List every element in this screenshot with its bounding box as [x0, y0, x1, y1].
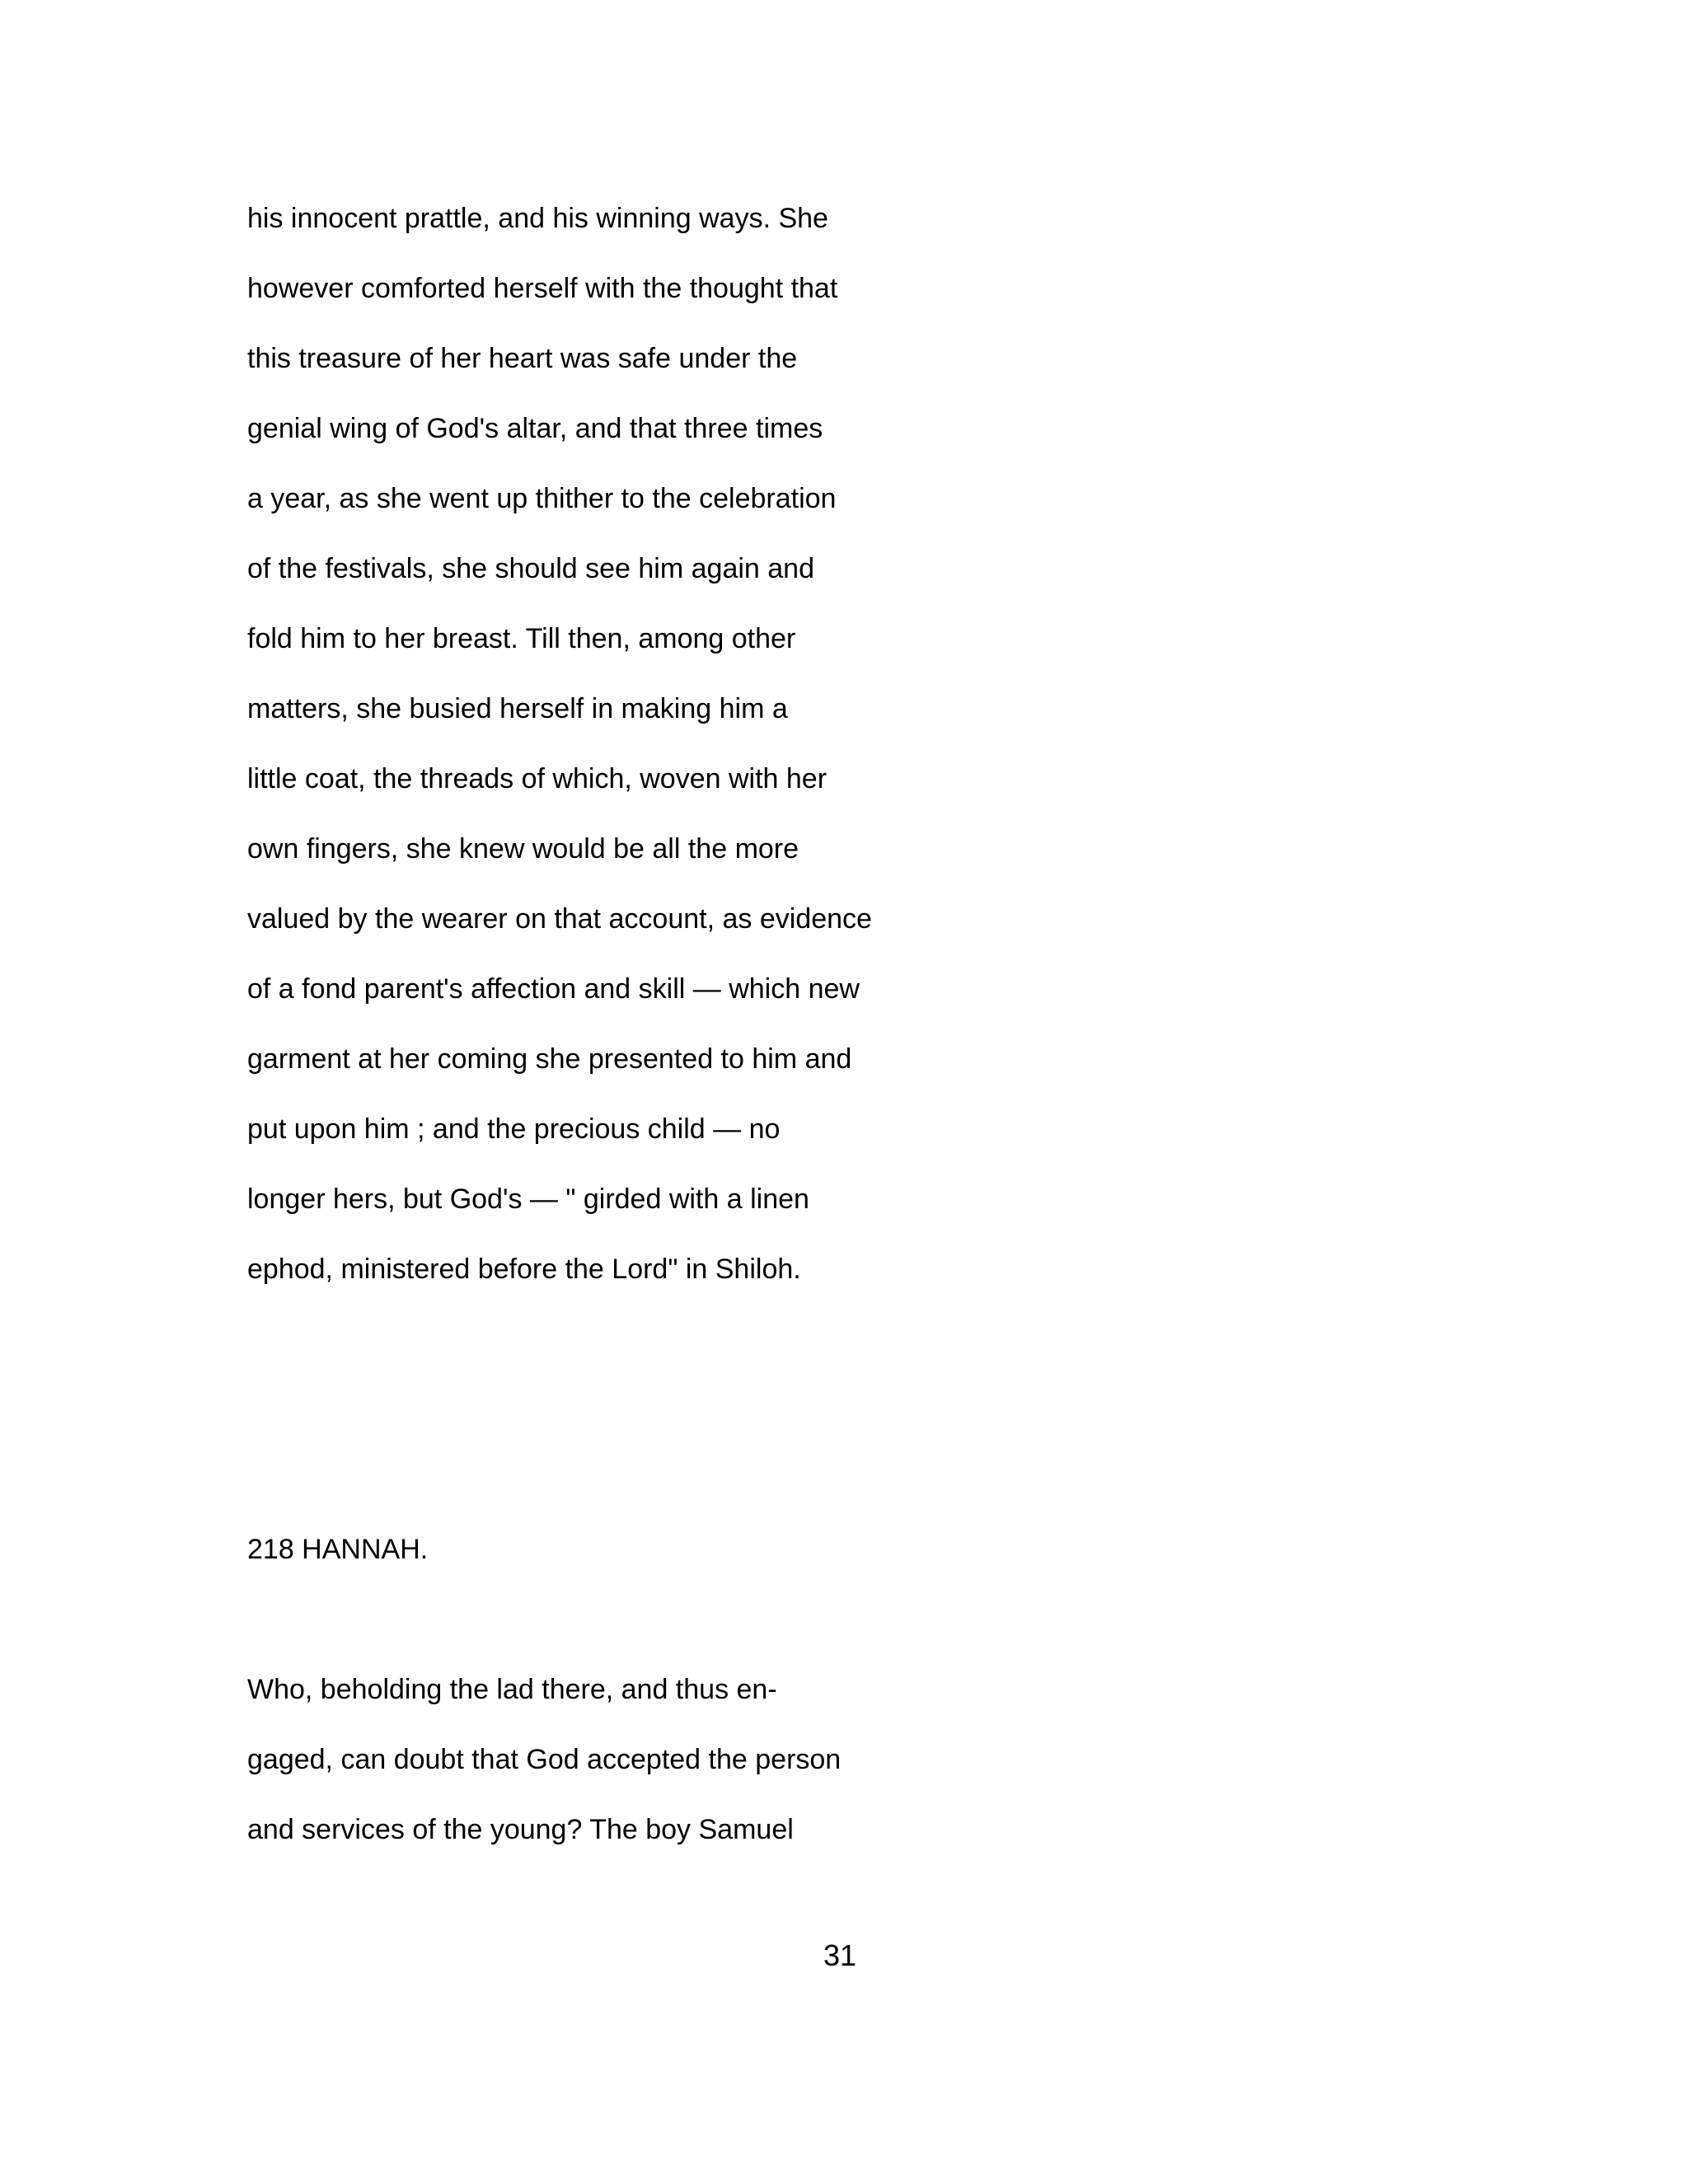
text-line: garment at her coming she presented to him and [247, 1043, 852, 1075]
text-line: little coat, the threads of which, woven with her [247, 763, 828, 794]
text-line: this treasure of her heart was safe under the [247, 343, 798, 374]
text-line: and services of the young? The boy Samuel [247, 1814, 794, 1845]
text-line: ephod, ministered before the Lord" in Shiloh. [247, 1254, 801, 1285]
text-line: Who, beholding the lad there, and thus en- [247, 1674, 777, 1705]
text-line: own fingers, she knew would be all the more [247, 833, 799, 865]
running-header: 218 HANNAH. [247, 1534, 429, 1565]
text-line: genial wing of God's altar, and that three times [247, 413, 823, 444]
text-line: longer hers, but God's — " girded with a linen [247, 1183, 809, 1215]
text-line: a year, as she went up thither to the celebration [247, 483, 837, 514]
text-line: of the festivals, she should see him again and [247, 553, 814, 584]
text-line: gaged, can doubt that God accepted the person [247, 1744, 842, 1775]
text-line: his innocent prattle, and his winning ways. She [247, 203, 828, 234]
text-line: of a fond parent's affection and skill — which new [247, 973, 860, 1005]
text-line: matters, she busied herself in making him a [247, 693, 788, 724]
page-number: 31 [823, 1938, 857, 1972]
text-line: put upon him ; and the precious child — no [247, 1113, 781, 1145]
text-line: valued by the wearer on that account, as evidence [247, 903, 872, 935]
text-line: fold him to her breast. Till then, among other [247, 623, 796, 654]
text-line: however comforted herself with the thought that [247, 273, 838, 304]
